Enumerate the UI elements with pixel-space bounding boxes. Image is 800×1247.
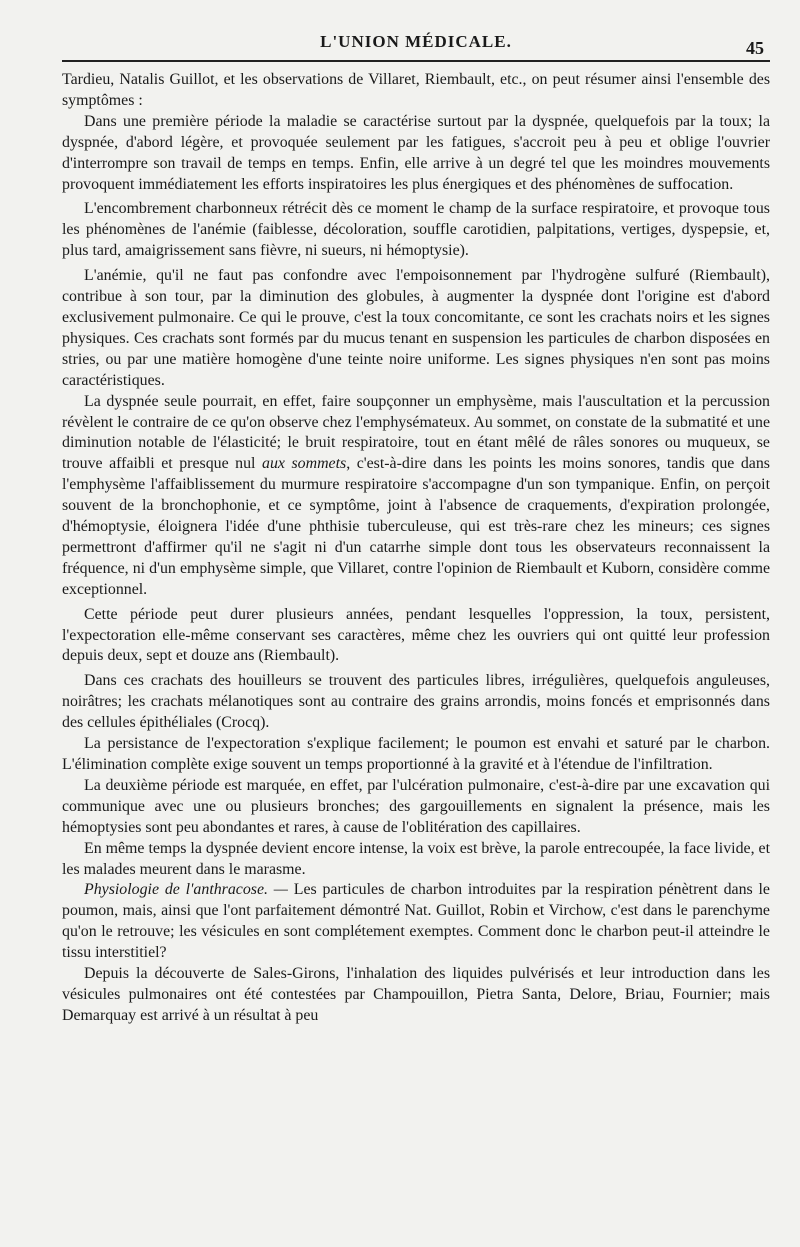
paragraph: En même temps la dyspnée devient encore intense, la voix est brève, la parole entrecoupée, la face livide, et les malades meurent dans le marasme.	[62, 839, 770, 878]
page-number: 45	[746, 38, 764, 58]
paragraph-text: , c'est-à-dire dans les points les moins sonores, tandis que dans l'emphysème l'affaiblissement du murmure respiratoire s'accompagne d'un son tympanique. Enfin, on perçoit souvent de la bronchophonie, et ce symptôme, joint à l'absence de craquements, d'expiration prolongée, d'hémoptysie, éloignera l'idée d'une phthisie tuberculeuse, qui est très-rare chez les mineurs; ces signes permettront d'affirmer qu'il ne s'agit ni d'un catarrhe simple dont tous les observateurs reconnaissent la fréquence, ni d'un emphysème simple, que Villaret, contre l'opinion de Riembault et Kuborn, considère comme exceptionnel.	[62, 455, 770, 598]
paragraph	[62, 392, 770, 601]
paragraph: Tardieu, Natalis Guillot, et les observations de Villaret, Riembault, etc., on peut résumer ainsi l'ensemble des symptômes :	[62, 71, 770, 109]
paragraph-text: Les particules de charbon introduites par la respiration pénètrent dans le poumon, mais, ainsi que l'ont parfaitement démontré Nat. Guillot, Robin et Virchow, c'est dans le parenchyme qu'on le retrouve; les vésicules en sont complétement exemptes. Comment donc le charbon peut-il atteindre le tissu interstitiel?	[62, 881, 770, 962]
running-title: L'UNION MÉDICALE.	[320, 32, 512, 51]
paragraph: La persistance de l'expectoration s'explique facilement; le poumon est envahi et saturé par le charbon. L'élimination complète exige souvent un temps proportionné à la gravité et à l'étendue de l'infiltration.	[62, 735, 770, 773]
paragraph: L'anémie, qu'il ne faut pas confondre avec l'empoisonnement par l'hydrogène sulfuré (Riembault), contribue à son tour, par la diminution des globules, à augmenter la dyspnée dont l'origine est d'abord exclusivement pulmonaire. Ce qui le prouve, c'est la toux concomitante, ce sont les crachats noirs et les signes physiques. Ces crachats sont formés par du mucus tenant en suspension les particules de charbon disposées en stries, ou par une matière homogène d'une teinte noire uniforme. Les signes physiques n'en sont pas moins caractéristiques.	[62, 267, 770, 389]
article-body	[62, 70, 770, 1027]
paragraph: L'encombrement charbonneux rétrécit dès ce moment le champ de la surface respiratoire, et provoque tous les phénomènes de l'anémie (faiblesse, décoloration, souffle carotidien, palpitations, vertiges, dyspepsie, et, plus tard, amaigrissement sans fièvre, ni sueurs, ni hémoptysie).	[62, 200, 770, 260]
paragraph: Depuis la découverte de Sales-Girons, l'inhalation des liquides pulvérisés et leur introduction dans les vésicules pulmonaires ont été contestées par Champouillon, Pietra Santa, Delore, Briau, Fournier; mais Demarquay est arrivé à un résultat à peu	[62, 965, 770, 1024]
italic-phrase: aux sommets	[262, 455, 347, 473]
paragraph: Dans une première période la maladie se caractérise surtout par la dyspnée, quelquefois par la toux; la dyspnée, d'abord légère, et provoquée seulement par les fatigues, s'accroit peu à peu et oblige l'ouvrier d'interrompre son travail de temps en temps. Enfin, elle arrive à un degré tel que les moindres mouvements provoquent immédiatement les efforts inspiratoires les plus énergiques et des phénomènes de suffocation.	[62, 112, 770, 193]
paragraph	[62, 880, 770, 964]
paragraph-text: La dyspnée seule pourrait, en effet, faire soupçonner un emphysème, mais l'auscultation et la percussion révèlent le contraire de ce qu'on observe chez l'emphysémateux. Au sommet, on constate de la submatité et une diminution notable de l'élasticité; le bruit respiratoire, tout en étant mêlé de râles sonores ou muqueux, se trouve affaibli et presque nul	[62, 392, 770, 473]
paragraph: La deuxième période est marquée, en effet, par l'ulcération pulmonaire, c'est-à-dire par une excavation qui communique avec une ou plusieurs bronches; des gargouillements en signalent la présence, mais les hémoptysies sont peu abondantes et rares, à cause de l'oblitération des capillaires.	[62, 776, 770, 836]
paragraph: Cette période peut durer plusieurs années, pendant lesquelles l'oppression, la toux, persistent, l'expectoration elle-même conservant ses caractères, même chez les ouvriers qui ont quitté leur profession depuis deux, sept et douze ans (Riembault).	[62, 605, 770, 665]
paragraph: Dans ces crachats des houilleurs se trouvent des particules libres, irrégulières, quelquefois anguleuses, noirâtres; les crachats mélanotiques sont au contraire des grains arrondis, moins foncés et emprisonnés dans des cellules épithéliales (Crocq).	[62, 672, 770, 732]
page-header	[62, 32, 770, 62]
section-heading: Physiologie de l'anthracose. —	[84, 881, 288, 899]
